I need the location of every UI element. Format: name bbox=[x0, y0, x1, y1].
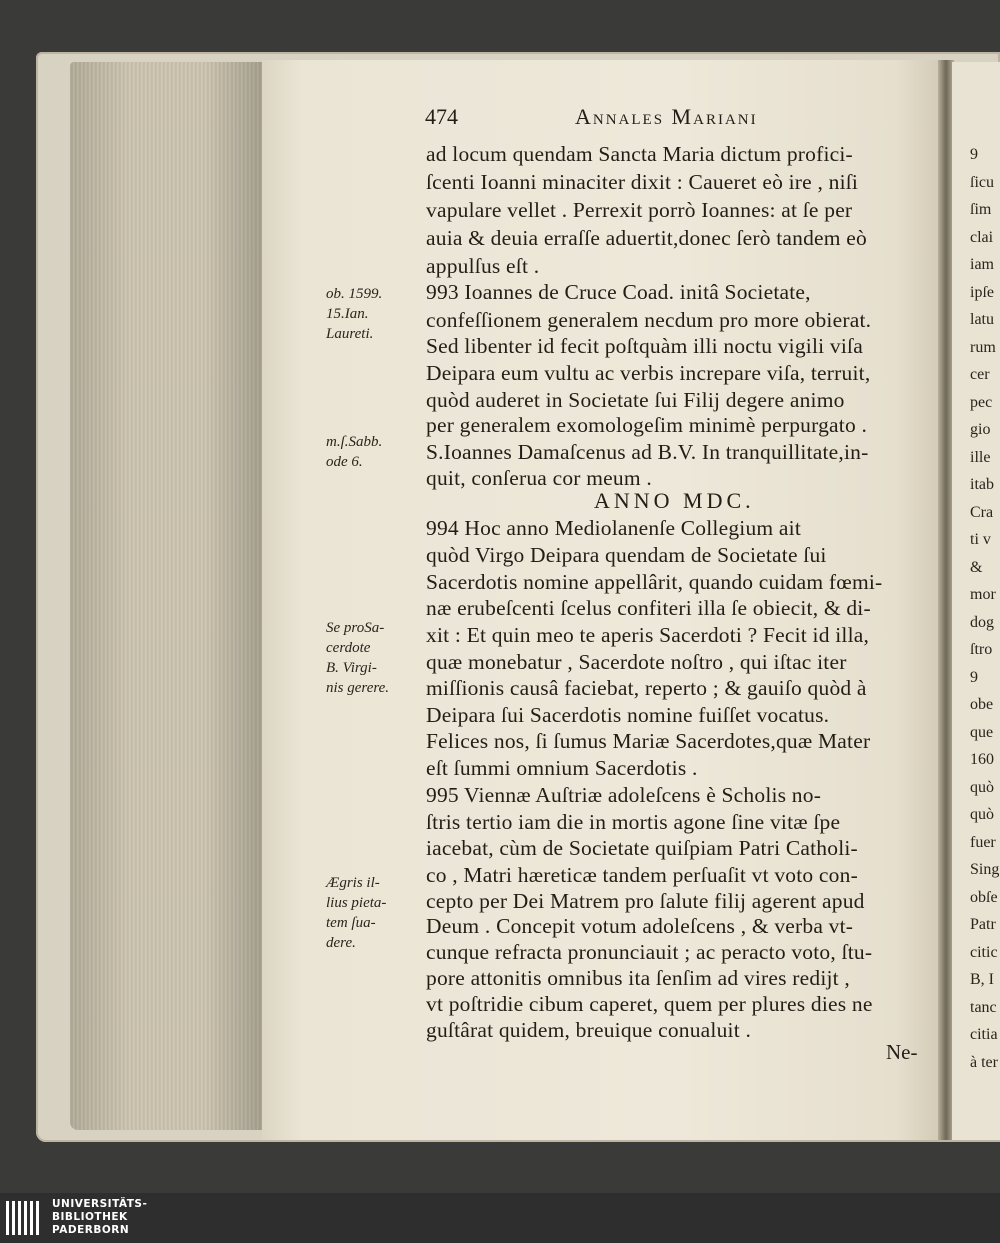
next-page-fragment: ſim bbox=[970, 201, 992, 218]
margin-note-line: Ægris il- bbox=[326, 875, 380, 891]
text-line: co , Matri hæreticæ tandem perſuaſit vt voto con- bbox=[426, 863, 858, 887]
right-page-fragment bbox=[952, 62, 1000, 1140]
margin-note-line: m.ſ.Sabb. bbox=[326, 434, 383, 450]
next-page-fragment: 9 bbox=[970, 146, 978, 163]
next-page-fragment: quò bbox=[970, 778, 994, 796]
text-line: xit : Et quin meo te aperis Sacerdoti ? Fecit id illa, bbox=[426, 623, 870, 647]
next-page-fragment: dog bbox=[970, 613, 994, 631]
text-line: ſtris tertio iam die in mortis agone ſine vitæ ſpe bbox=[426, 810, 841, 834]
text-line: appulſus eſt . bbox=[426, 254, 540, 278]
text-line: Deipara ſui Sacerdotis nomine fuiſſet vocatus. bbox=[426, 703, 830, 727]
text-line: Deum . Concepit votum adoleſcens , & verba vt- bbox=[426, 914, 854, 938]
text-line: vt poſtridie cibum caperet, quem per plures dies ne bbox=[426, 992, 873, 1016]
library-name-line-3: PADERBORN bbox=[52, 1224, 130, 1236]
running-title: Annales Mariani bbox=[575, 104, 758, 129]
text-line: auia & deuia erraſſe aduertit,donec ſerò tandem eò bbox=[426, 226, 867, 250]
margin-note-line: cerdote bbox=[326, 640, 371, 656]
text-line: quòd auderet in Societate ſui Filij degere animo bbox=[426, 388, 845, 412]
text-line: eſt ſummi omnium Sacerdotis . bbox=[426, 756, 698, 780]
next-page-fragment: quò bbox=[970, 806, 994, 823]
section-heading: ANNO MDC. bbox=[594, 488, 755, 513]
next-page-fragment: citia bbox=[970, 1026, 998, 1043]
library-name-line-1: UNIVERSITÄTS- bbox=[52, 1198, 148, 1210]
next-page-fragment: & bbox=[970, 558, 983, 576]
text-line: pore attonitis omnibus ita ſenſim ad vires redijt , bbox=[426, 966, 851, 990]
text-line: iacebat, cùm de Societate quiſpiam Patri Catholi- bbox=[426, 836, 858, 860]
text-line: vapulare vellet . Perrexit porrò Ioannes: at ſe per bbox=[426, 198, 853, 222]
text-line: confeſſionem generalem necdum pro more obierat. bbox=[426, 308, 872, 332]
next-page-fragment: fuer bbox=[970, 833, 996, 851]
text-line: miſſionis causâ faciebat, reperto ; & gauiſo quòd à bbox=[426, 676, 867, 700]
fore-edge-shading bbox=[70, 62, 262, 1130]
text-line: cepto per Dei Matrem pro ſalute filij agerent apud bbox=[426, 889, 865, 913]
library-footer bbox=[0, 1193, 1000, 1243]
next-page-fragment: obſe bbox=[970, 888, 998, 906]
margin-note-line: lius pieta- bbox=[326, 895, 387, 911]
next-page-fragment: tanc bbox=[970, 998, 997, 1016]
text-line: Sacerdotis nomine appellârit, quando cuidam fœmi- bbox=[426, 570, 883, 594]
text-line: Deipara eum vultu ac verbis increpare viſa, terruit, bbox=[426, 361, 871, 385]
catchword: Ne- bbox=[886, 1040, 918, 1064]
library-name-line-2: BIBLIOTHEK bbox=[52, 1211, 128, 1223]
text-line: Felices nos, ſi ſumus Mariæ Sacerdotes,quæ Mater bbox=[426, 729, 871, 753]
text-line: quòd Virgo Deipara quendam de Societate ſui bbox=[426, 543, 827, 567]
text-line: guſtârat quidem, breuique conualuit . bbox=[426, 1018, 752, 1042]
text-line: 995 Viennæ Auſtriæ adoleſcens è Scholis no- bbox=[426, 783, 822, 807]
next-page-fragment: itab bbox=[970, 476, 994, 493]
running-head bbox=[425, 104, 825, 132]
text-line: 993 Ioannes de Cruce Coad. initâ Societate, bbox=[426, 280, 811, 304]
next-page-fragment: ſtro bbox=[970, 641, 993, 658]
next-page-fragment: rum bbox=[970, 338, 996, 356]
next-page-fragment: que bbox=[970, 723, 994, 741]
margin-note-line: tem ſua- bbox=[326, 915, 376, 931]
next-page-fragment: ipſe bbox=[970, 283, 994, 301]
next-page-fragment: pec bbox=[970, 393, 993, 411]
next-page-fragment: Sing bbox=[970, 861, 1000, 878]
next-page-fragment: citic bbox=[970, 943, 998, 961]
margin-note-line: ob. 1599. bbox=[326, 286, 383, 302]
next-page-fragment: ille bbox=[970, 448, 991, 466]
text-line: næ erubeſcenti ſcelus confiteri illa ſe obiecit, & di- bbox=[426, 596, 871, 620]
text-line: Sed libenter id fecit poſtquàm illi noctu vigili viſa bbox=[426, 334, 863, 358]
next-page-fragment: iam bbox=[970, 256, 994, 273]
text-line: per generalem exomologeſim minimè perpurgato . bbox=[426, 413, 868, 437]
margin-note-line: dere. bbox=[326, 935, 356, 951]
next-page-fragment: Cra bbox=[970, 503, 994, 521]
next-page-fragment: ti v bbox=[970, 531, 991, 548]
text-line: quit, conſerua cor meum . bbox=[426, 466, 652, 490]
next-page-fragment: 160 bbox=[970, 751, 994, 768]
next-page-fragment: Patr bbox=[970, 916, 996, 933]
margin-note-line: nis gerere. bbox=[326, 680, 390, 696]
margin-note-line: Laureti. bbox=[326, 326, 374, 342]
next-page-fragment: à ter bbox=[970, 1053, 998, 1071]
margin-note-line: 15.Ian. bbox=[326, 306, 369, 322]
next-page-fragment: 9 bbox=[970, 668, 978, 686]
page-number: 474 bbox=[425, 104, 458, 129]
text-line: ad locum quendam Sancta Maria dictum profici- bbox=[426, 142, 853, 166]
text-line: quæ monebatur , Sacerdote noſtro , qui iſtac iter bbox=[426, 650, 847, 674]
margin-note-line: B. Virgi- bbox=[326, 660, 377, 676]
next-page-fragment: ſicu bbox=[970, 173, 994, 191]
next-page-fragment: B, I bbox=[970, 971, 994, 988]
margin-note-line: Se proSa- bbox=[326, 620, 385, 636]
next-page-fragment: clai bbox=[970, 228, 994, 246]
next-page-fragment: cer bbox=[970, 366, 990, 383]
next-page-fragment: gio bbox=[970, 421, 991, 438]
text-line: ſcenti Ioanni minaciter dixit : Caueret eò ire , niſi bbox=[426, 170, 859, 194]
text-line: 994 Hoc anno Mediolanenſe Collegium ait bbox=[426, 516, 802, 540]
next-page-fragment: mor bbox=[970, 586, 996, 603]
text-line: S.Ioannes Damaſcenus ad B.V. In tranquillitate,in- bbox=[426, 440, 869, 464]
next-page-fragment: obe bbox=[970, 696, 994, 713]
next-page-fragment: latu bbox=[970, 311, 994, 328]
library-logo-icon bbox=[6, 1201, 46, 1235]
margin-note-line: ode 6. bbox=[326, 454, 363, 470]
text-line: cunque refracta pronunciauit ; ac peracto voto, ſtu- bbox=[426, 940, 873, 964]
